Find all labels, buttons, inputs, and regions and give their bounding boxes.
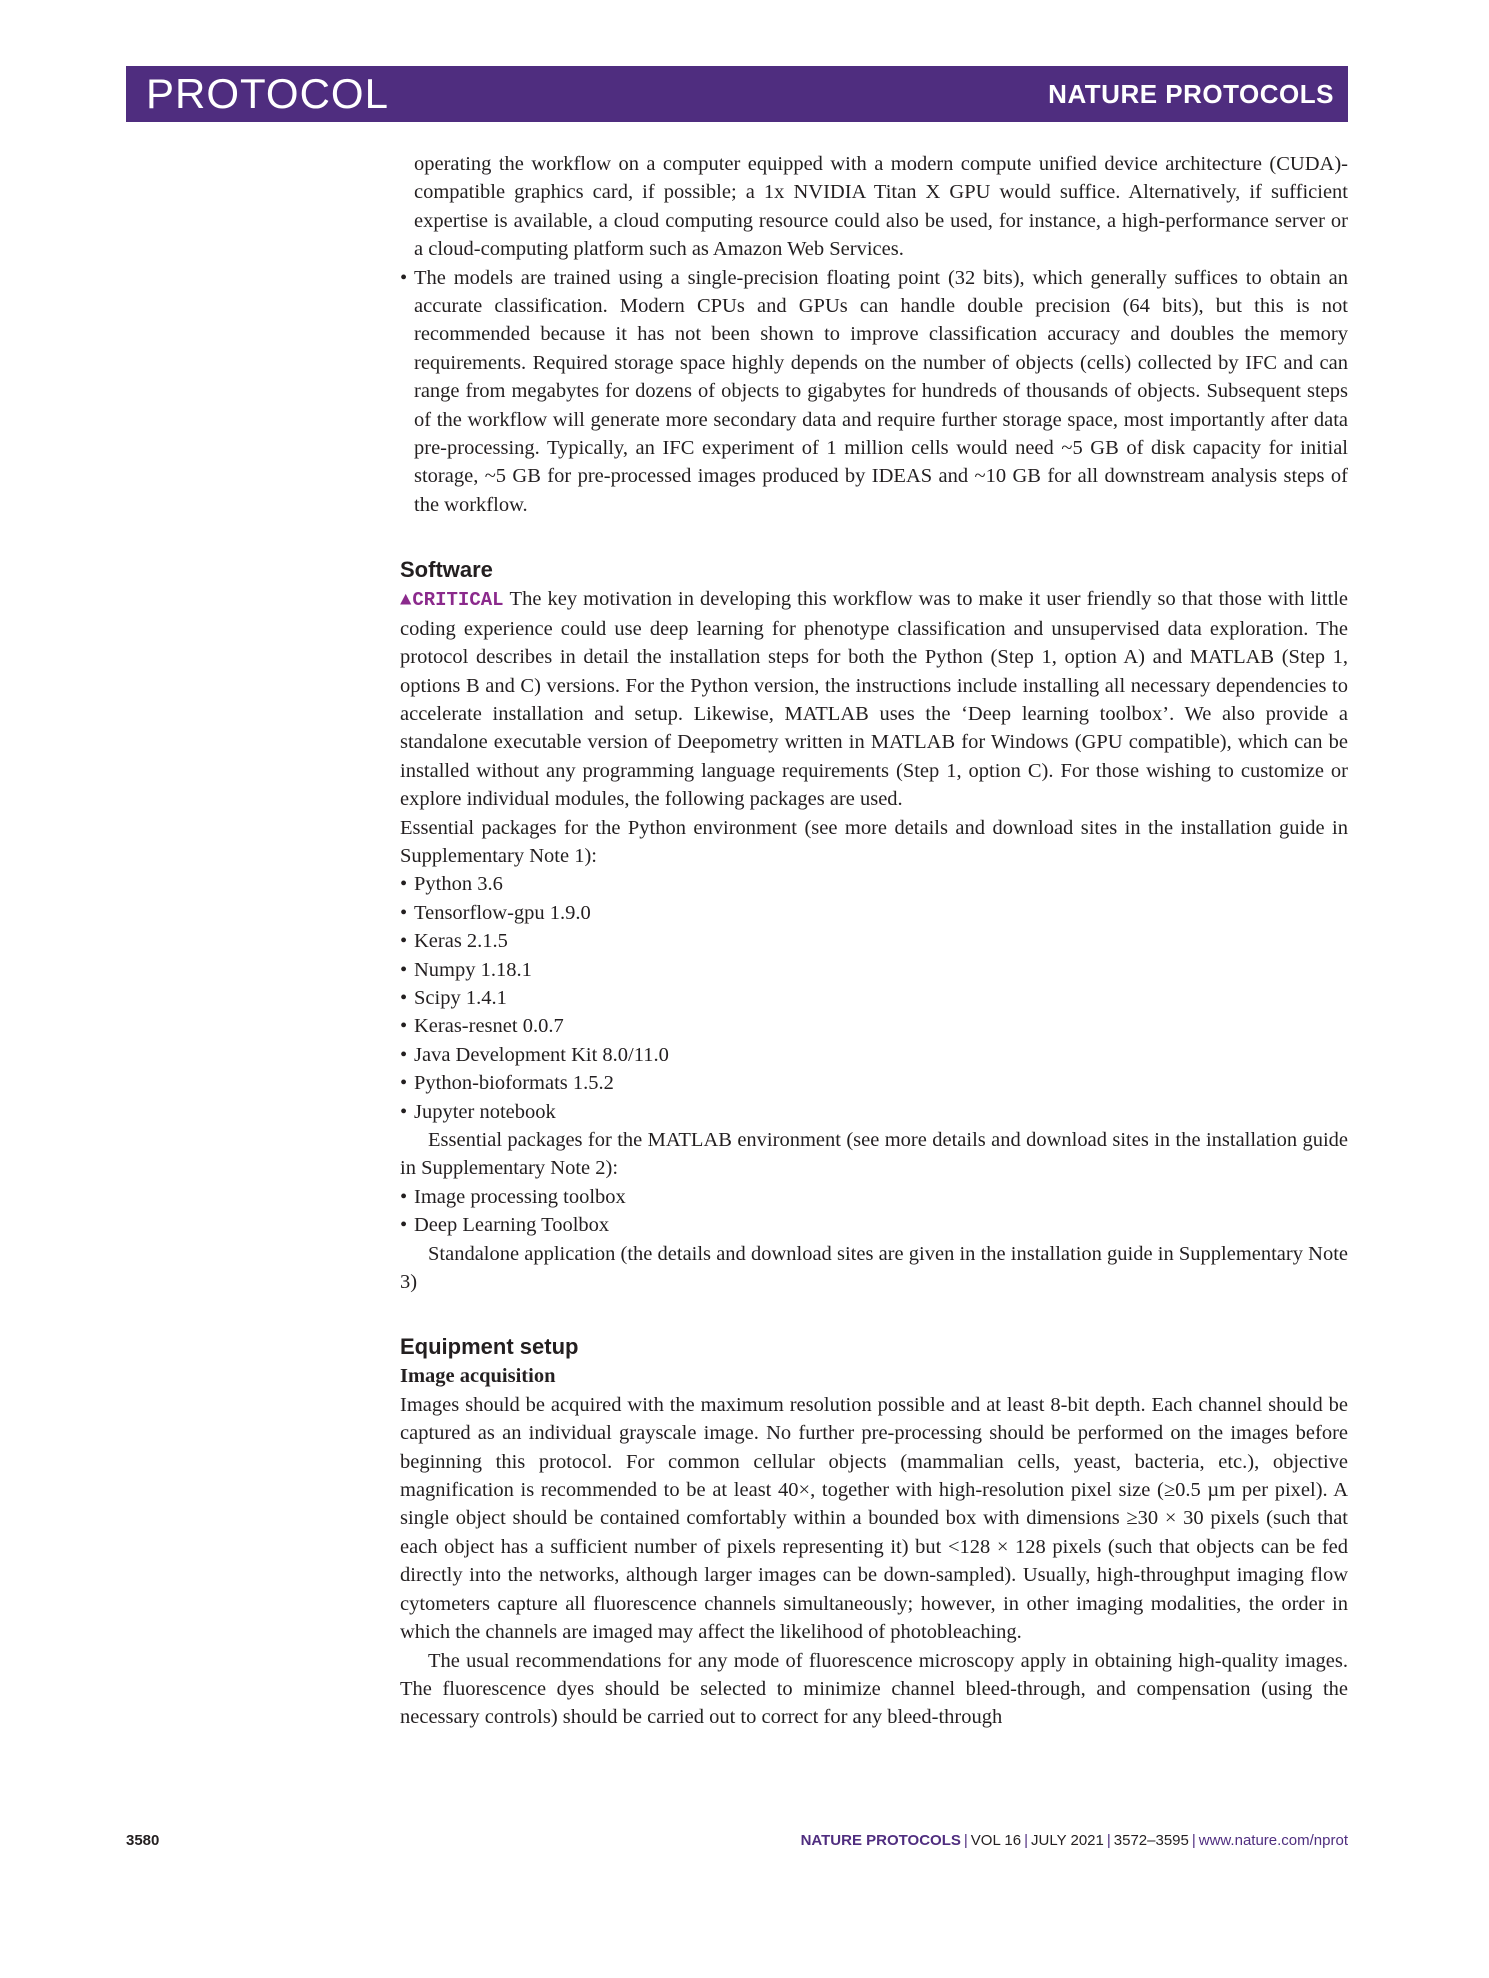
list-item-text: Python 3.6 [414, 873, 503, 896]
python-package-list [400, 870, 1348, 1126]
page-footer [126, 1832, 1348, 1852]
footer-volume: VOL 16 [970, 1832, 1022, 1849]
footer-url-link[interactable]: www.nature.com/nprot [1198, 1832, 1348, 1849]
separator: | [963, 1832, 968, 1849]
list-item [400, 1098, 1348, 1126]
footer-journal: NATURE PROTOCOLS [800, 1832, 961, 1849]
storage-bullet [400, 264, 1348, 520]
standalone-text: Standalone application (the details and download sites are given in the installation guide in Supplementary Note 3) [400, 1242, 1348, 1294]
list-item-text: Scipy 1.4.1 [414, 986, 507, 1009]
list-item-text: Keras 2.1.5 [414, 930, 508, 953]
bullet-icon: • [400, 930, 408, 953]
separator: | [1106, 1832, 1111, 1849]
list-item-text: Deep Learning Toolbox [414, 1214, 610, 1237]
critical-text: The key motivation in developing this workflow was to make it user friendly so that those with little coding experience could use deep learning for phenotype classification and unsupervised data exploration. The protocol describes in detail the installation steps for both the Python (Step 1, option A) and MATLAB (Step 1, options B and C) versions. For the Python version, the instructions include installing all necessary dependencies to accelerate installation and setup. Likewise, MATLAB uses the ‘Deep learning toolbox’. We also provide a standalone executable version of Deepometry written in MATLAB for Windows (GPU compatible), which can be installed without any programming language requirements (Step 1, option C). For those wishing to customize or explore individual modules, the following packages are used. [400, 588, 1348, 811]
software-heading: Software [400, 557, 493, 583]
list-item [400, 927, 1348, 955]
journal-label: NATURE PROTOCOLS [1048, 78, 1334, 109]
bullet-icon: • [400, 1072, 408, 1095]
article-body [400, 150, 1348, 1732]
bullet-icon: • [400, 873, 408, 896]
list-item [400, 870, 1348, 898]
list-item [400, 984, 1348, 1012]
footer-date: JULY 2021 [1031, 1832, 1104, 1849]
list-item [400, 956, 1348, 984]
footer-pages: 3572–3595 [1113, 1832, 1189, 1849]
python-intro: Essential packages for the Python environment (see more details and download sites in the installation guide in Supplementary Note 1): [400, 816, 1348, 867]
matlab-intro: Essential packages for the MATLAB environment (see more details and download sites in the installation guide in Supplementary Note 2): [400, 1129, 1348, 1180]
bullet-icon: • [400, 266, 408, 289]
equipment-heading: Equipment setup [400, 1334, 579, 1360]
list-item-text: Tensorflow-gpu 1.9.0 [414, 901, 591, 924]
separator: | [1024, 1832, 1029, 1849]
page-number: 3580 [126, 1832, 160, 1849]
bullet-icon: • [400, 958, 408, 981]
citation-line [801, 1832, 1348, 1849]
list-item [400, 1012, 1348, 1040]
critical-label: ▲CRITICAL [400, 589, 504, 612]
bullet-icon: • [400, 1214, 408, 1237]
list-item-text: Numpy 1.18.1 [414, 958, 532, 981]
bullet-icon: • [400, 1100, 408, 1123]
bullet-icon: • [400, 1015, 408, 1038]
bullet-icon: • [400, 901, 408, 924]
section-label: PROTOCOL [146, 70, 389, 117]
list-item [400, 1211, 1348, 1239]
list-item [400, 899, 1348, 927]
storage-bullet-text: The models are trained using a single-precision floating point (32 bits), which generally suffices to obtain an accurate classification. Modern CPUs and GPUs can handle double precision (64 bits), but this is not recommended because it has not been shown to improve classification accuracy and doubles the memory requirements. Required storage space highly depends on the number of objects (cells) collected by IFC and can range from megabytes for dozens of objects to gigabytes for hundreds of thousands of objects. Subsequent steps of the workflow will generate more secondary data and require further storage space, most importantly after data pre-processing. Typically, an IFC experiment of 1 million cells would need ~5 GB of disk capacity for initial storage, ~5 GB for pre-processed images produced by IDEAS and ~10 GB for all downstream analysis steps of the workflow. [414, 266, 1348, 516]
header-bar [126, 66, 1348, 122]
list-item-text: Keras-resnet 0.0.7 [414, 1015, 564, 1038]
list-item [400, 1041, 1348, 1069]
equipment-paragraph-1: Images should be acquired with the maximum resolution possible and at least 8-bit depth. Each channel should be captured as an individual grayscale image. No further pre-processing should be performed on the images before beginning this protocol. For common cellular objects (mammalian cells, yeast, bacteria, etc.), objective magnification is recommended to be at least 40×, together with high-resolution pixel size (≥0.5 µm per pixel). A single object should be contained comfortably within a bounded box with dimensions ≥30 × 30 pixels (such that each object has a sufficient number of pixels representing it) but <128 × 128 pixels (such that objects can be fed directly into the networks, although larger images can be down-sampled). Usually, high-throughput imaging flow cytometers capture all fluorescence channels simultaneously; however, in other imaging modalities, the order in which the channels are imaged may affect the likelihood of photobleaching. [400, 1393, 1348, 1644]
bullet-icon: • [400, 1185, 408, 1208]
matlab-package-list [400, 1183, 1348, 1240]
image-acquisition-subheading: Image acquisition [400, 1365, 556, 1388]
equipment-paragraph-2: The usual recommendations for any mode of fluorescence microscopy apply in obtaining high-quality images. The fluorescence dyes should be selected to minimize channel bleed-through, and compensation (using the necessary controls) should be carried out to correct for any bleed-through [400, 1649, 1348, 1729]
list-item-text: Java Development Kit 8.0/11.0 [414, 1043, 669, 1066]
list-item [400, 1069, 1348, 1097]
critical-paragraph [400, 585, 1348, 813]
bullet-icon: • [400, 986, 408, 1009]
list-item-text: Python-bioformats 1.5.2 [414, 1072, 614, 1095]
list-item [400, 1183, 1348, 1211]
continued-paragraph: operating the workflow on a computer equipped with a modern compute unified device architecture (CUDA)-compatible graphics card, if possible; a 1x NVIDIA Titan X GPU would suffice. Alternatively, if sufficient expertise is available, a cloud computing resource could also be used, for instance, a high-performance server or a cloud-computing platform such as Amazon Web Services. [414, 153, 1348, 261]
list-item-text: Image processing toolbox [414, 1185, 626, 1208]
bullet-icon: • [400, 1043, 408, 1066]
list-item-text: Jupyter notebook [414, 1100, 556, 1123]
separator: | [1191, 1832, 1196, 1849]
